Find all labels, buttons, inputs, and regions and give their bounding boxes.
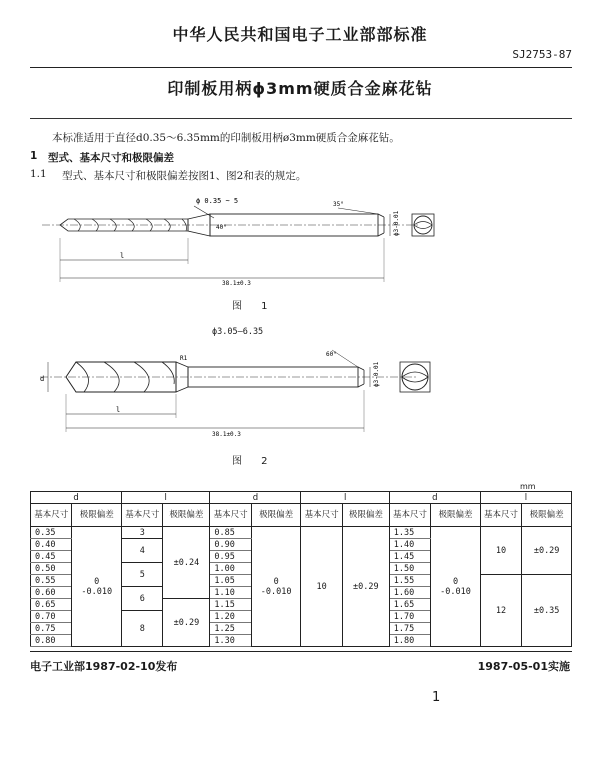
table-cell: 0.90 (210, 539, 251, 551)
standard-header: 中华人民共和国电子工业部部标准 (172, 25, 428, 44)
spec-table (30, 491, 572, 647)
fig1-angle-1: 35° (333, 201, 344, 208)
table-cell: 1.55 (389, 575, 430, 587)
table-cell: 1.20 (210, 611, 251, 623)
table-cell: 3 (122, 527, 163, 539)
table-cell: 10 (480, 527, 521, 575)
effective-date: 1987-05-01实施 (477, 660, 570, 673)
document-title: 印制板用柄ϕ3mm硬质合金麻花钻 (167, 79, 433, 98)
table-cell: 1.65 (389, 599, 430, 611)
table-cell: 1.40 (389, 539, 430, 551)
section-heading: 型式、基本尺寸和极限偏差 (48, 152, 174, 164)
fig2-angle-label: 60° (326, 351, 337, 358)
sub-head: 极限偏差 (163, 504, 210, 527)
fig1-total-label: 38.1±0.3 (222, 280, 251, 287)
header-rule (30, 67, 572, 68)
table-cell: ±0.29 (522, 527, 572, 575)
table-cell: 0 -0.010 (251, 527, 301, 647)
section-number: 1 (30, 150, 38, 162)
table-cell: 1.50 (389, 563, 430, 575)
table-cell: ±0.29 (342, 527, 389, 647)
sub-head: 极限偏差 (72, 504, 122, 527)
table-cell: ±0.29 (163, 599, 210, 647)
group-head-l1: l (122, 492, 210, 504)
table-cell: 1.70 (389, 611, 430, 623)
table-cell: 1.35 (389, 527, 430, 539)
table-cell: 0.45 (31, 551, 72, 563)
sub-head: 基本尺寸 (31, 504, 72, 527)
table-cell: 10 (301, 527, 342, 647)
table-cell: 1.45 (389, 551, 430, 563)
table-cell: 1.75 (389, 623, 430, 635)
fig2-total-label: 38.1±0.3 (212, 431, 241, 438)
sub-head: 基本尺寸 (389, 504, 430, 527)
fig2-top-label: ϕ3.05—6.35 (212, 327, 264, 337)
table-cell: 0.80 (31, 635, 72, 647)
group-head-d3: d (389, 492, 480, 504)
fig2-d-label: d (40, 375, 45, 383)
table-cell: 0.60 (31, 587, 72, 599)
table-cell: 0.40 (31, 539, 72, 551)
group-head-l2: l (301, 492, 389, 504)
standard-code: SJ2753-87 (512, 48, 572, 61)
intro-paragraph: 本标准适用于直径d0.35～6.35mm的印制板用柄ø3mm硬质合金麻花钻。 (52, 132, 400, 144)
fig2-shank-label: ϕ3-0.01 (373, 361, 380, 387)
title-rule (30, 118, 572, 119)
table-cell: 1.25 (210, 623, 251, 635)
fig2-r-label: R1 (180, 355, 188, 362)
sub-head: 极限偏差 (342, 504, 389, 527)
table-cell: 6 (122, 587, 163, 611)
sub-head: 基本尺寸 (480, 504, 521, 527)
sub-head: 极限偏差 (522, 504, 572, 527)
fig2-len-label: l (116, 406, 121, 414)
page-number: 1 (432, 690, 441, 705)
table-cell: 0.70 (31, 611, 72, 623)
issue-date: 电子工业部1987-02-10发布 (30, 660, 178, 673)
group-head-d1: d (31, 492, 122, 504)
table-cell: 4 (122, 539, 163, 563)
footer-rule (30, 651, 572, 652)
figure-2-caption: 图 2 (232, 456, 276, 467)
fig1-shank-label: ϕ3-0.01 (393, 210, 400, 236)
figure-1-drawing (38, 188, 458, 290)
table-cell: 1.10 (210, 587, 251, 599)
table-cell: 0 -0.010 (431, 527, 481, 647)
table-cell: 8 (122, 611, 163, 647)
table-cell: ±0.35 (522, 575, 572, 647)
figure-1-caption: 图 1 (232, 301, 276, 312)
subsection-text: 型式、基本尺寸和极限偏差按图1、图2和表的规定。 (62, 170, 307, 182)
group-head-l3: l (480, 492, 571, 504)
table-cell: 0.50 (31, 563, 72, 575)
table-cell: 1.30 (210, 635, 251, 647)
table-cell: 0.65 (31, 599, 72, 611)
table-cell: 0 -0.010 (72, 527, 122, 647)
table-cell: 5 (122, 563, 163, 587)
table-cell: 1.05 (210, 575, 251, 587)
table-cell: 0.85 (210, 527, 251, 539)
sub-head: 极限偏差 (431, 504, 481, 527)
table-cell: 0.35 (31, 527, 72, 539)
group-head-d2: d (210, 492, 301, 504)
table-cell: 0.75 (31, 623, 72, 635)
table-cell: 1.60 (389, 587, 430, 599)
fig1-angle-2: 40° (216, 224, 227, 231)
table-cell: 1.00 (210, 563, 251, 575)
sub-head: 基本尺寸 (210, 504, 251, 527)
table-cell: 1.15 (210, 599, 251, 611)
fig1-top-label: ϕ 0.35 ~ 5 (196, 197, 239, 205)
sub-head: 极限偏差 (251, 504, 301, 527)
subsection-number: 1.1 (30, 168, 47, 180)
table-cell: 0.95 (210, 551, 251, 563)
table-cell: 1.80 (389, 635, 430, 647)
sub-head: 基本尺寸 (122, 504, 163, 527)
sub-head: 基本尺寸 (301, 504, 342, 527)
table-cell: 12 (480, 575, 521, 647)
fig1-len-label: l (120, 252, 125, 260)
table-unit: mm (520, 482, 536, 491)
table-cell: ±0.24 (163, 527, 210, 599)
figure-2-drawing (36, 340, 446, 440)
table-cell: 0.55 (31, 575, 72, 587)
